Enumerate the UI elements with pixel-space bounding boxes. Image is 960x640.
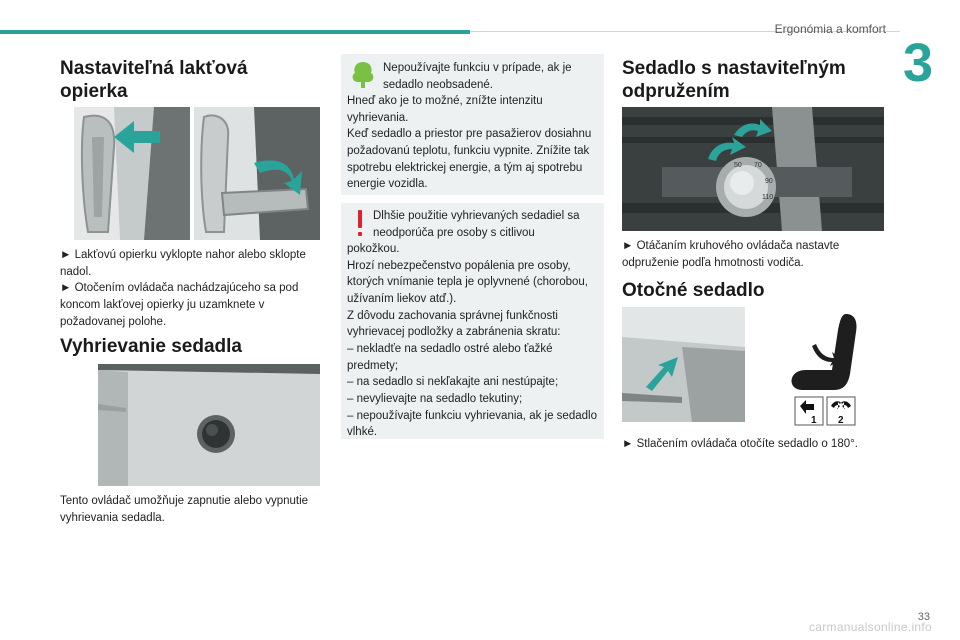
armrest-step-2: ► Otočením ovládača nachádzajúceho sa pod koncom lakťovej opierky ju uzamknete v požadovanej polohe. — [60, 282, 299, 328]
warning-note-body: pokožkou. Hrozí nebezpečenstvo popálenia pre osoby, ktorých vnímanie tepla je oplyvnené (chorobou, užívaním liekov atď.). Z dôvodu zachovania správnej funkčnosti vyhrievacej podložky a zabránenia skratu: – nekladťe na sedadlo ostré alebo ťažké predmety; – na sedadlo si nekľakajte ani nestúpajte; – nevylievajte na sedadlo tekutiny; – nepoužívajte funkciu vyhrievania, ak je sedadlo vlhké. — [347, 243, 597, 439]
eco-leaf-icon — [350, 60, 376, 90]
eco-note-line2: sedadlo neobsadené. — [383, 78, 493, 91]
header-section-title: Ergonómia a komfort — [774, 22, 886, 36]
page-number: 33 — [917, 611, 930, 623]
step-1-label: 1 — [811, 415, 817, 426]
watermark: carmanualsonline.info — [808, 620, 932, 634]
dial-label-110: 110 — [762, 194, 774, 201]
chapter-number: 3 — [903, 33, 934, 93]
armrest-title-line1: Nastaviteľná lakťová — [60, 58, 248, 79]
header-accent-bar — [0, 30, 470, 34]
heating-image — [98, 364, 320, 486]
suspension-title-line1: Sedadlo s nastaviteľným — [622, 58, 846, 79]
heating-title: Vyhrievanie sedadla — [60, 336, 243, 357]
suspension-image — [622, 107, 884, 231]
swivel-step-icons — [794, 396, 858, 426]
suspension-title-line2: odpružením — [622, 80, 730, 102]
armrest-image-down — [194, 107, 320, 240]
eco-note-body: Hneď ako je to možné, znížte intenzitu vyhrievania. Keď sedadlo a priestor pre pasažierov dosiahnu požadovanú teplotu, funkciu vypnite. Znížite tak spotrebu elektrickej energie, a tým aj spotrebu energie vozidla. — [347, 95, 592, 191]
swivel-title: Otočné sedadlo — [622, 280, 765, 301]
eco-note-box — [341, 54, 604, 195]
armrest-step-1: ► Lakťovú opierku vyklopte nahor alebo sklopte nadol. — [60, 249, 306, 278]
warning-note-box — [341, 203, 604, 439]
dial-label-50: 50 — [734, 162, 742, 169]
swivel-step: ► Stlačením ovládača otočíte sedadlo o 180°. — [622, 438, 858, 450]
warning-exclamation-icon — [355, 209, 365, 239]
warning-note-line1: Dlhšie použitie vyhrievaných sedadiel sa — [373, 210, 580, 222]
dial-label-70: 70 — [754, 162, 762, 169]
heating-text: Tento ovládač umožňuje zapnutie alebo vypnutie vyhrievania sedadla. — [60, 495, 309, 524]
step-2-label: 2 — [838, 415, 844, 426]
dial-label-90: 90 — [765, 178, 773, 185]
suspension-title — [622, 58, 892, 104]
suspension-step: ► Otáčaním kruhového ovládača nastavte odpruženie podľa hmotnosti vodiča. — [622, 240, 840, 269]
swivel-image — [622, 307, 745, 422]
eco-note-line1: Nepoužívajte funkciu v prípade, ak je — [383, 62, 572, 74]
warning-note-line2: neodporúča pre osoby s citlivou — [373, 226, 535, 239]
armrest-title — [60, 58, 320, 104]
armrest-title-line2: opierka — [60, 80, 128, 102]
swivel-seat-pictogram — [788, 310, 870, 400]
armrest-image-up — [74, 107, 190, 240]
armrest-steps — [60, 247, 322, 330]
